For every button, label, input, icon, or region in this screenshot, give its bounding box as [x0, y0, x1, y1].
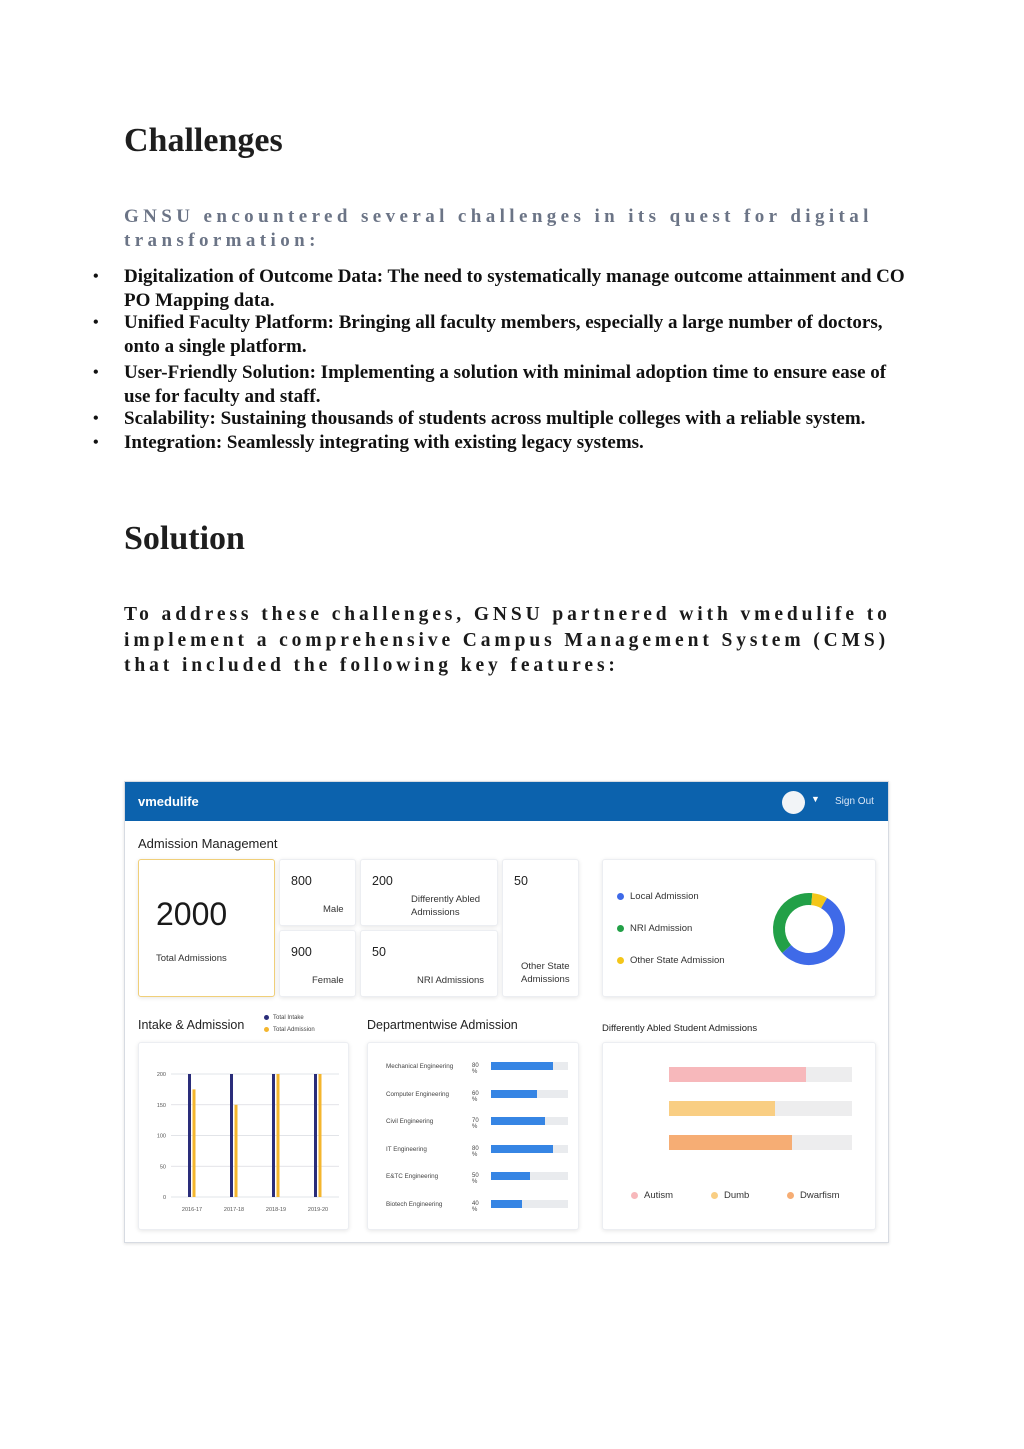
yellow-dot-icon: [617, 957, 624, 964]
department-name: Civil Engineering: [386, 1118, 434, 1125]
total-admissions-card: [138, 859, 275, 997]
department-name: E&TC Engineering: [386, 1173, 439, 1180]
legend-nri: NRI Admission: [617, 923, 692, 934]
admission-donut-chart: [769, 885, 849, 973]
legend-dot-icon: [787, 1192, 794, 1199]
admission-bar: [319, 1074, 322, 1197]
brand-logo: vmedulife: [138, 794, 199, 809]
admission-bar: [277, 1074, 280, 1197]
differently-abled-label: Differently Abled Admissions: [411, 894, 481, 918]
other-state-value: 50: [514, 874, 528, 888]
department-bar-fill: [491, 1172, 530, 1180]
admission-bar: [193, 1089, 196, 1197]
y-tick-label: 0: [162, 1195, 166, 1201]
male-label: Male: [323, 904, 344, 915]
y-tick-label: 100: [156, 1133, 166, 1140]
solution-heading: Solution: [124, 520, 245, 557]
list-item: • Integration: Seamlessly integrating with existing legacy systems.: [93, 432, 644, 453]
differently-abled-chart-card: [602, 1042, 876, 1230]
abled-legend-item: [631, 1190, 673, 1201]
department-name: Biotech Engineering: [386, 1200, 443, 1208]
y-tick-label: 200: [156, 1072, 166, 1078]
department-bar-track: [491, 1117, 568, 1125]
abled-bar-fill: [669, 1135, 792, 1150]
department-bar-fill: [491, 1090, 537, 1098]
male-value: 800: [291, 874, 312, 888]
legend-total-admission: Total Admission: [264, 1027, 315, 1033]
female-label: Female: [312, 975, 344, 986]
y-tick-label: 150: [156, 1102, 166, 1109]
department-bar-fill: [491, 1200, 522, 1208]
department-percent: 80 %: [472, 1063, 479, 1075]
other-state-card: [502, 859, 579, 997]
green-dot-icon: [617, 925, 624, 932]
differently-abled-title: Differently Abled Student Admissions: [602, 1023, 758, 1034]
list-item: • Scalability: Sustaining thousands of students across multiple colleges with a reliable system.: [93, 408, 866, 429]
department-name: Computer Engineering: [386, 1090, 450, 1098]
differently-abled-value: 200: [372, 874, 393, 888]
department-percent: 50 %: [472, 1173, 479, 1185]
admission-management-title: Admission Management: [138, 836, 278, 851]
list-item: • Unified Faculty Platform: Bringing all faculty members, especially a large number of doctors, onto a single platform.: [93, 312, 883, 357]
nri-value: 50: [372, 945, 386, 959]
abled-legend-item: [711, 1190, 749, 1201]
intake-bar: [272, 1074, 275, 1197]
female-card: [279, 930, 356, 997]
intake-bar: [188, 1074, 191, 1197]
abled-bar-fill: [669, 1101, 775, 1116]
differently-abled-card: [360, 859, 498, 926]
legend-local: Local Admission: [617, 891, 699, 902]
abled-legend-label: Dumb: [724, 1190, 750, 1201]
chevron-down-icon[interactable]: ▼: [811, 794, 820, 804]
department-name: Mechanical Engineering: [386, 1063, 454, 1070]
department-title: Departmentwise Admission: [367, 1018, 518, 1032]
nri-label: NRI Admissions: [417, 975, 485, 986]
x-tick-label: 2016-17: [181, 1207, 203, 1213]
abled-legend-label: Dwarfism: [800, 1190, 840, 1201]
department-bar-track: [491, 1062, 568, 1070]
intake-bar: [230, 1074, 233, 1197]
male-card: [279, 859, 356, 926]
top-bar: [125, 782, 888, 821]
department-chart-card: [367, 1042, 579, 1230]
legend-dot-icon: [711, 1192, 718, 1199]
intake-admission-title: Intake & Admission: [138, 1018, 245, 1032]
total-admissions-label: Total Admissions: [156, 953, 227, 964]
x-tick-label: 2019-20: [307, 1207, 329, 1213]
department-bar-fill: [491, 1145, 553, 1153]
admission-dot-icon: [264, 1027, 269, 1032]
female-value: 900: [291, 945, 312, 959]
legend-total-intake: Total Intake: [264, 1015, 304, 1021]
list-item: • Digitalization of Outcome Data: The need to systematically manage outcome attainment and CO PO Mapping data.: [93, 266, 905, 311]
blue-dot-icon: [617, 893, 624, 900]
nri-card: [360, 930, 498, 997]
intake-bar-chart: [139, 1043, 350, 1231]
intake-dot-icon: [264, 1015, 269, 1020]
department-percent: 70 %: [472, 1118, 479, 1130]
solution-intro: To address these challenges, GNSU partnered with vmedulife to implement a comprehensive Campus Management System (CMS) that included the following key features:: [124, 604, 891, 676]
department-name: IT Engineering: [386, 1145, 427, 1153]
challenges-intro: GNSU encountered several challenges in its quest for digital transformation:: [124, 206, 873, 251]
department-bar-fill: [491, 1062, 553, 1070]
department-percent: 60 %: [472, 1090, 479, 1103]
abled-bar-track: [669, 1067, 852, 1082]
abled-bar-track: [669, 1101, 852, 1116]
department-bar-track: [491, 1200, 568, 1208]
department-bar-track: [491, 1090, 568, 1098]
sign-out-link[interactable]: Sign Out: [835, 796, 874, 807]
y-tick-label: 50: [159, 1164, 166, 1171]
challenges-list: [93, 265, 914, 455]
total-admissions-value: 2000: [156, 896, 228, 932]
abled-bar-track: [669, 1135, 852, 1150]
x-tick-label: 2017-18: [223, 1207, 245, 1213]
dashboard-screenshot: [124, 781, 889, 1243]
intake-bar: [314, 1074, 317, 1197]
other-state-label: Other State Admissions: [521, 961, 570, 985]
legend-other-state: Other State Admission: [617, 955, 725, 966]
legend-dot-icon: [631, 1192, 638, 1199]
department-bar-fill: [491, 1117, 545, 1125]
list-item: • User-Friendly Solution: Implementing a solution with minimal adoption time to ensure ease of use for faculty and staff.: [93, 362, 887, 407]
avatar[interactable]: [782, 791, 805, 814]
admission-donut-card: [602, 859, 876, 997]
department-percent: 40 %: [472, 1200, 479, 1213]
department-bar-track: [491, 1145, 568, 1153]
abled-legend-label: Autism: [644, 1190, 674, 1201]
department-percent: 80 %: [472, 1145, 479, 1158]
x-tick-label: 2018-19: [265, 1207, 287, 1213]
department-bar-track: [491, 1172, 568, 1180]
admission-bar: [235, 1105, 238, 1197]
challenges-heading: Challenges: [124, 122, 283, 159]
intake-chart-card: [138, 1042, 349, 1230]
abled-bar-fill: [669, 1067, 806, 1082]
abled-legend-item: [787, 1190, 840, 1201]
